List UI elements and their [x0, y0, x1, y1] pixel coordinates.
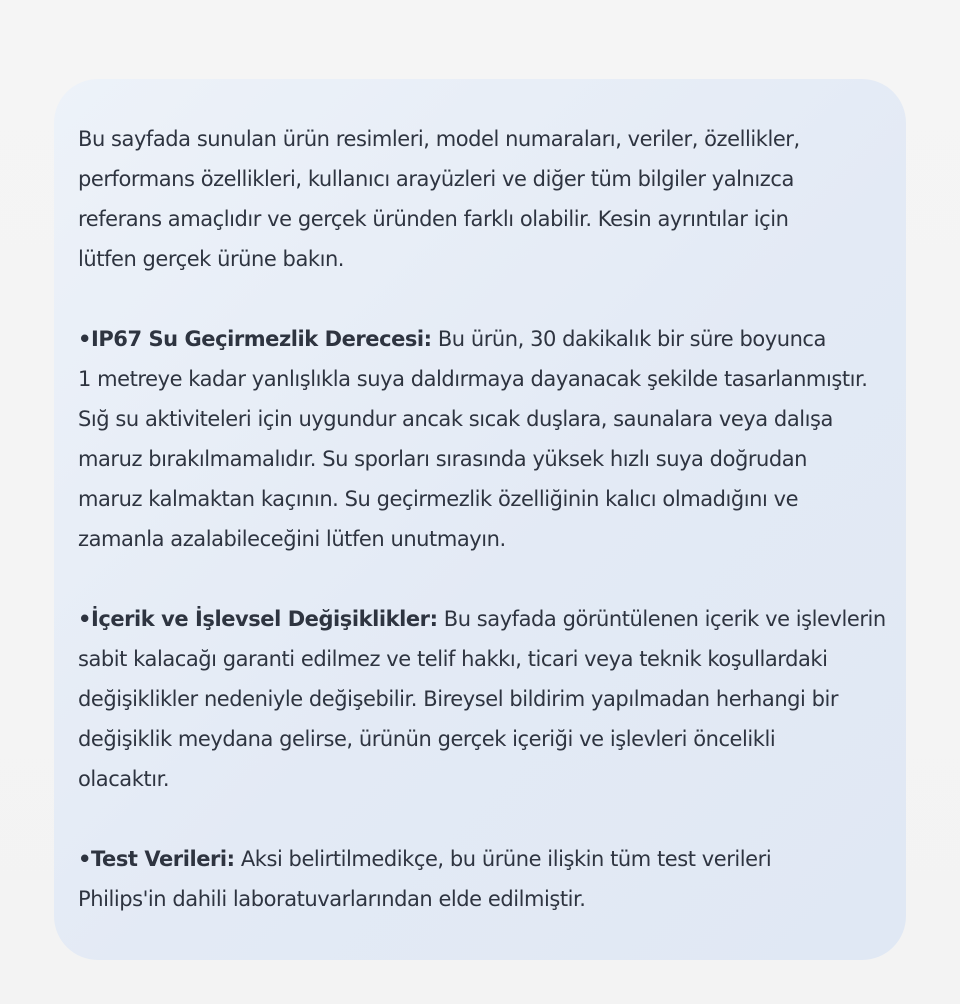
content-changes-heading: •İçerik ve İşlevsel Değişiklikler: — [78, 607, 438, 631]
test-data-heading: •Test Verileri: — [78, 847, 235, 871]
ip67-heading: •IP67 Su Geçirmezlik Derecesi: — [78, 327, 432, 351]
text-line: Bu sayfada sunulan ürün resimleri, model numaraları, veriler, özellikler, — [78, 127, 800, 151]
content-changes-paragraph — [78, 599, 906, 799]
ip67-paragraph — [78, 319, 906, 559]
text-line: sabit kalacağı garanti edilmez ve telif hakkı, ticari veya teknik koşullardaki — [78, 647, 828, 671]
text-line: Philips'in dahili laboratuvarlarından elde edilmiştir. — [78, 887, 586, 911]
text-line: maruz kalmaktan kaçının. Su geçirmezlik özelliğinin kalıcı olmadığını ve — [78, 487, 799, 511]
text-line: performans özellikleri, kullanıcı arayüzleri ve diğer tüm bilgiler yalnızca — [78, 167, 794, 191]
text-line: 1 metreye kadar yanlışlıkla suya daldırmaya dayanacak şekilde tasarlanmıştır. — [78, 367, 868, 391]
text-line: referans amaçlıdır ve gerçek üründen farklı olabilir. Kesin ayrıntılar için — [78, 207, 789, 231]
text-line: Sığ su aktiviteleri için uygundur ancak sıcak duşlara, saunalara veya dalışa — [78, 407, 833, 431]
disclaimer-card — [54, 79, 906, 960]
content-changes-first-line-text: Bu sayfada görüntülenen içerik ve işlevlerin — [437, 607, 886, 631]
test-data-first-line-text: Aksi belirtilmedikçe, bu ürüne ilişkin tüm test verileri — [234, 847, 772, 871]
text-line: maruz bırakılmamalıdır. Su sporları sırasında yüksek hızlı suya doğrudan — [78, 447, 808, 471]
text-line: değişiklikler nedeniyle değişebilir. Bireysel bildirim yapılmadan herhangi bir — [78, 687, 839, 711]
ip67-first-line-text: Bu ürün, 30 dakikalık bir süre boyunca — [431, 327, 826, 351]
text-line — [78, 839, 906, 879]
intro-paragraph — [78, 119, 906, 279]
text-line — [78, 599, 906, 639]
text-line: değişiklik meydana gelirse, ürünün gerçek içeriği ve işlevleri öncelikli — [78, 727, 776, 751]
test-data-paragraph — [78, 839, 906, 919]
text-line: lütfen gerçek ürüne bakın. — [78, 247, 345, 271]
text-line: olacaktır. — [78, 767, 170, 791]
text-line — [78, 319, 906, 359]
text-line: zamanla azalabileceğini lütfen unutmayın. — [78, 527, 506, 551]
